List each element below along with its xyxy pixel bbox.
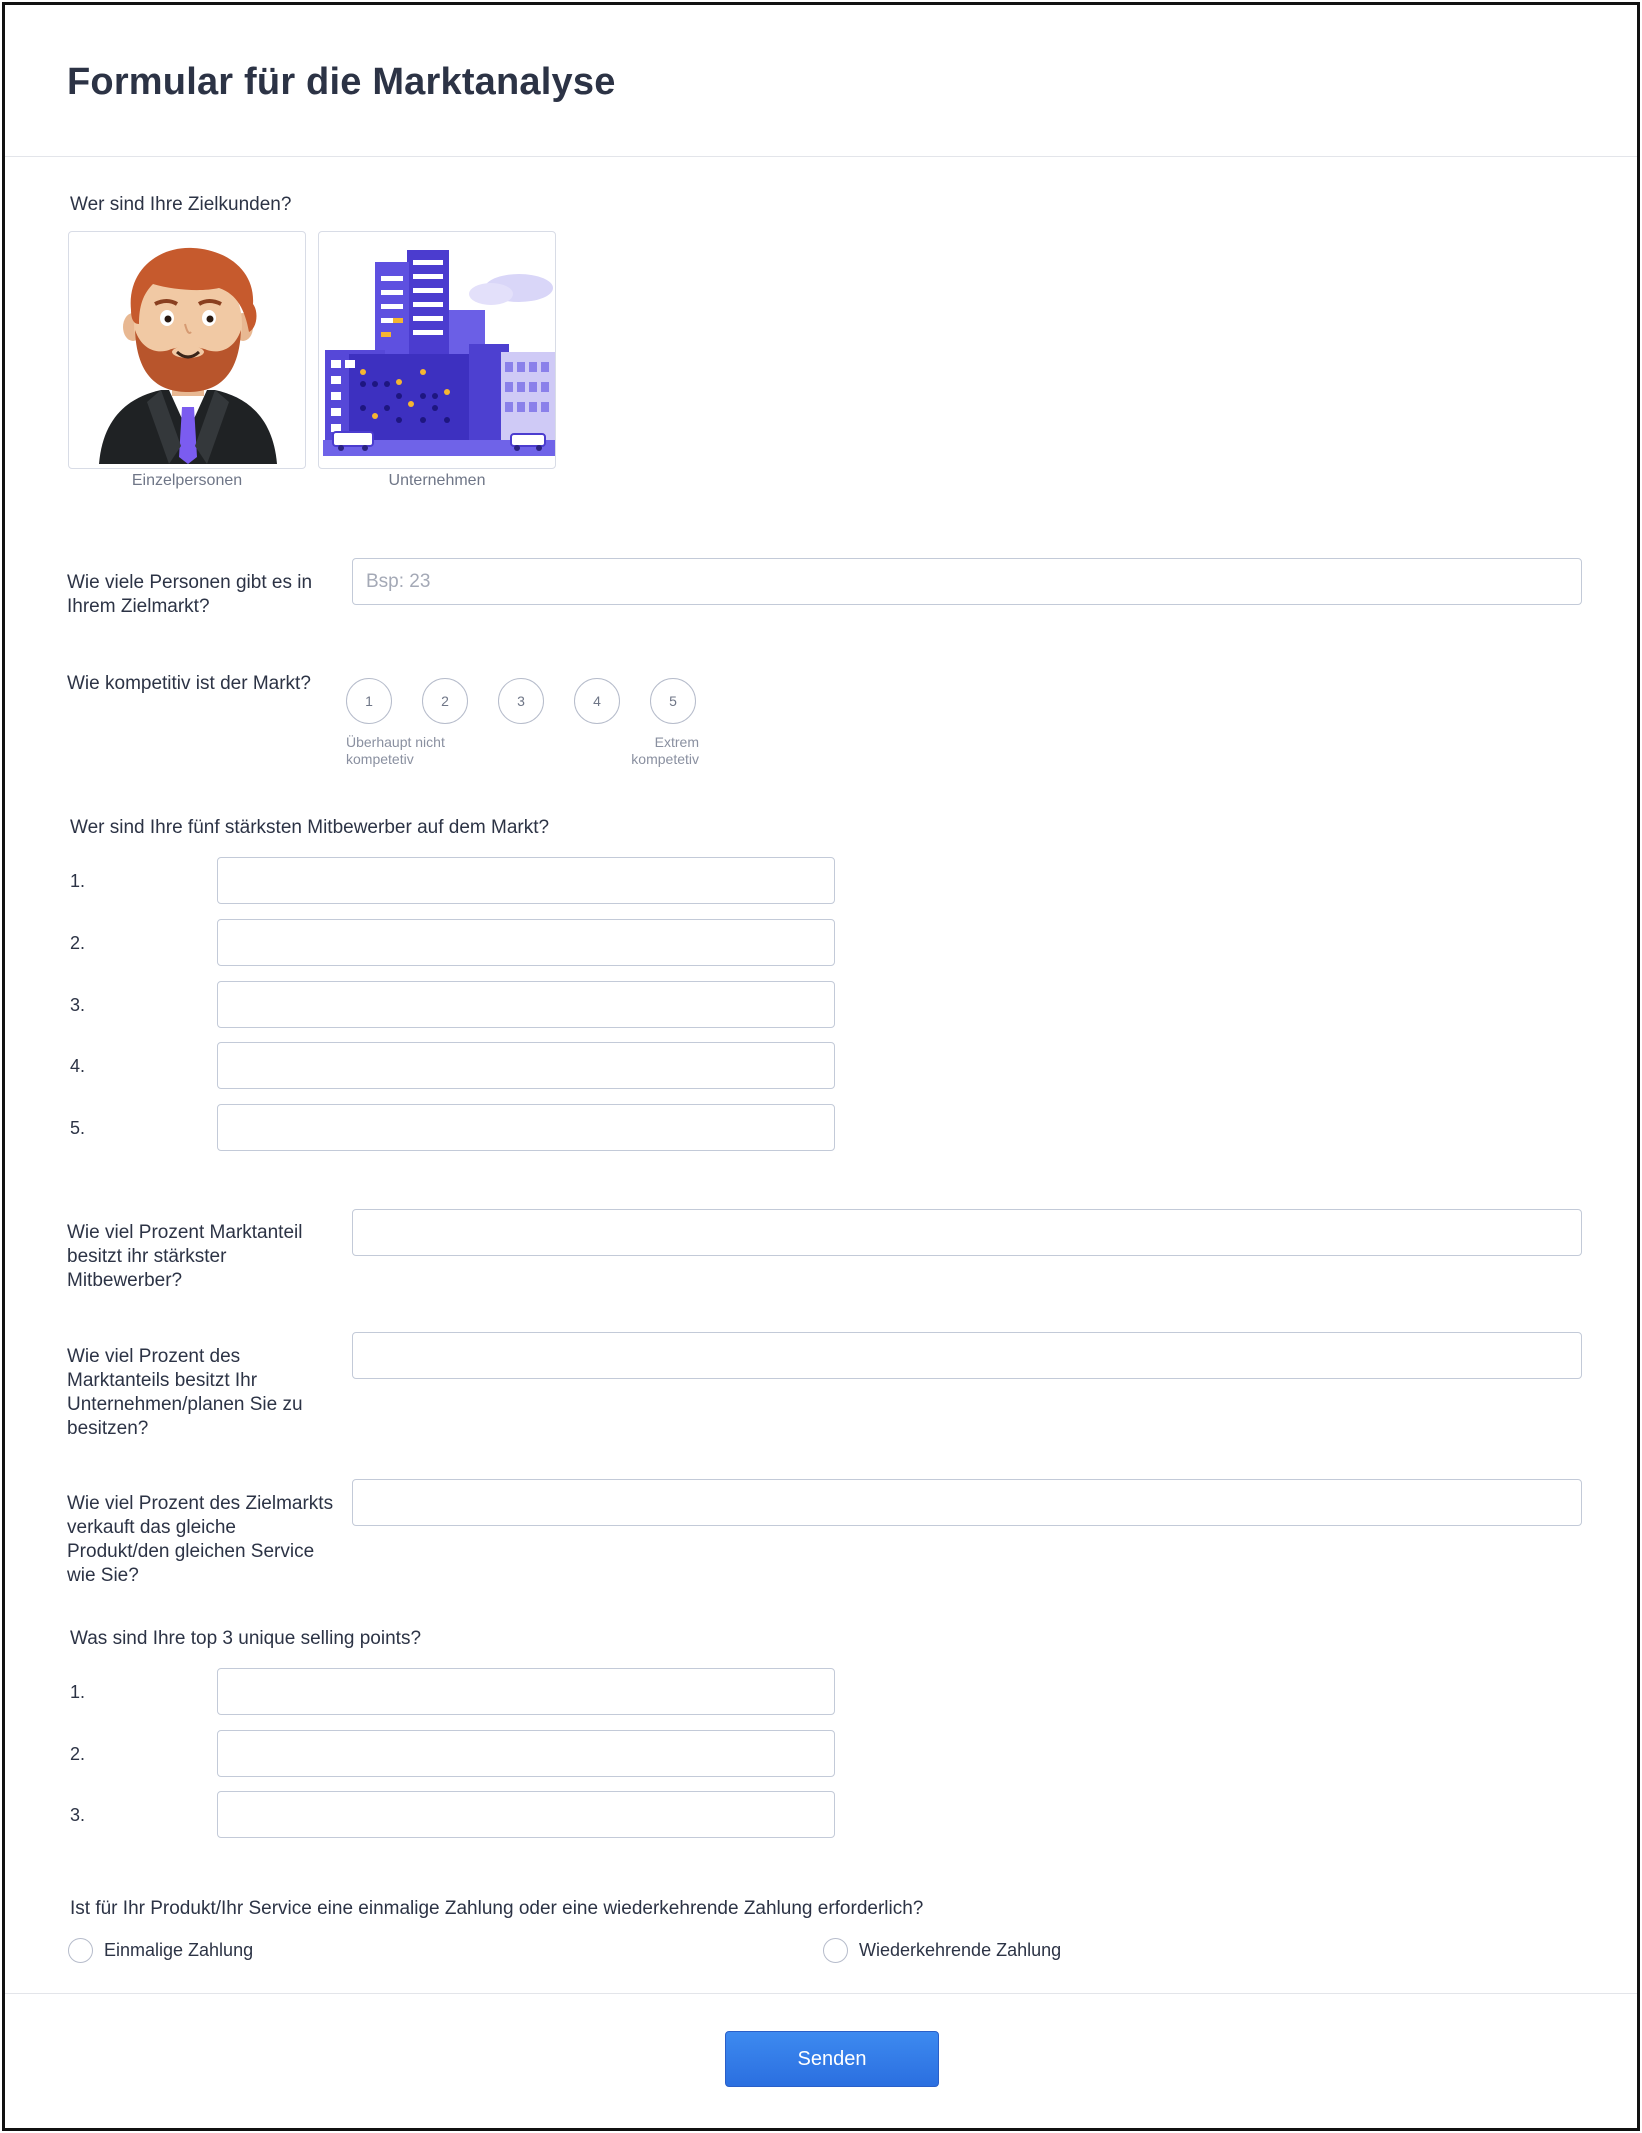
- same-product-share-question: Wie viel Prozent des Zielmarkts verkauft das gleiche Produkt/den gleichen Service wie Sie?: [67, 1493, 334, 1586]
- payment-one-time-label: Einmalige Zahlung: [104, 1940, 254, 1960]
- usp-row-label: 2.: [70, 1744, 86, 1764]
- option-card-companies[interactable]: [318, 231, 556, 469]
- own-share-input[interactable]: [352, 1332, 1582, 1379]
- usp-question: Was sind Ihre top 3 unique selling points?: [70, 1628, 422, 1649]
- competitor-row-label: 2.: [70, 933, 86, 953]
- market-size-question: Wie viele Personen gibt es in Ihrem Zielmarkt?: [67, 572, 313, 617]
- market-size-input[interactable]: [352, 558, 1582, 605]
- rating-option-3[interactable]: 3: [498, 678, 544, 724]
- form-header: [5, 5, 1637, 157]
- option-card-individuals[interactable]: [68, 231, 306, 469]
- competitor-share-question: Wie viel Prozent Marktanteil besitzt ihr stärkster Mitbewerber?: [67, 1222, 303, 1291]
- competitor-2-input[interactable]: [217, 919, 835, 966]
- target-customers-question: Wer sind Ihre Zielkunden?: [70, 194, 292, 215]
- form-container: [2, 2, 1640, 2131]
- rating-min-label: Überhaupt nicht kompetetiv: [346, 734, 445, 767]
- competitors-question: Wer sind Ihre fünf stärksten Mitbewerber auf dem Markt?: [70, 817, 550, 838]
- competitor-row-label: 5.: [70, 1118, 86, 1138]
- option-label-individuals: Einzelpersonen: [131, 472, 243, 489]
- competitor-4-input[interactable]: [217, 1042, 835, 1089]
- same-product-share-input[interactable]: [352, 1479, 1582, 1526]
- usp-1-input[interactable]: [217, 1668, 835, 1715]
- option-label-companies: Unternehmen: [388, 472, 486, 489]
- usp-2-input[interactable]: [217, 1730, 835, 1777]
- competitor-5-input[interactable]: [217, 1104, 835, 1151]
- usp-row-label: 1.: [70, 1682, 86, 1702]
- usp-3-input[interactable]: [217, 1791, 835, 1838]
- rating-option-5[interactable]: 5: [650, 678, 696, 724]
- page-title: Formular für die Marktanalyse: [67, 61, 616, 103]
- footer-divider: [5, 1993, 1637, 1994]
- payment-one-time-radio[interactable]: [68, 1938, 93, 1963]
- own-share-question: Wie viel Prozent des Marktanteils besitzt Ihr Unternehmen/planen Sie zu besitzen?: [67, 1346, 303, 1439]
- person-illustration-icon: [69, 232, 306, 469]
- competitor-row-label: 1.: [70, 871, 86, 891]
- competitor-3-input[interactable]: [217, 981, 835, 1028]
- city-buildings-illustration-icon: [319, 232, 556, 469]
- rating-max-label: Extrem kompetetiv: [631, 734, 699, 767]
- competitor-share-input[interactable]: [352, 1209, 1582, 1256]
- usp-row-label: 3.: [70, 1805, 86, 1825]
- submit-button[interactable]: Senden: [725, 2031, 939, 2087]
- rating-option-2[interactable]: 2: [422, 678, 468, 724]
- payment-question: Ist für Ihr Produkt/Ihr Service eine einmalige Zahlung oder eine wiederkehrende Zahlung erforderlich?: [70, 1898, 924, 1919]
- payment-recurring-radio[interactable]: [823, 1938, 848, 1963]
- rating-option-4[interactable]: 4: [574, 678, 620, 724]
- competitor-row-label: 3.: [70, 995, 86, 1015]
- rating-option-1[interactable]: 1: [346, 678, 392, 724]
- competitor-1-input[interactable]: [217, 857, 835, 904]
- payment-recurring-label: Wiederkehrende Zahlung: [859, 1940, 1062, 1960]
- competitiveness-question: Wie kompetitiv ist der Markt?: [67, 673, 311, 694]
- competitor-row-label: 4.: [70, 1056, 86, 1076]
